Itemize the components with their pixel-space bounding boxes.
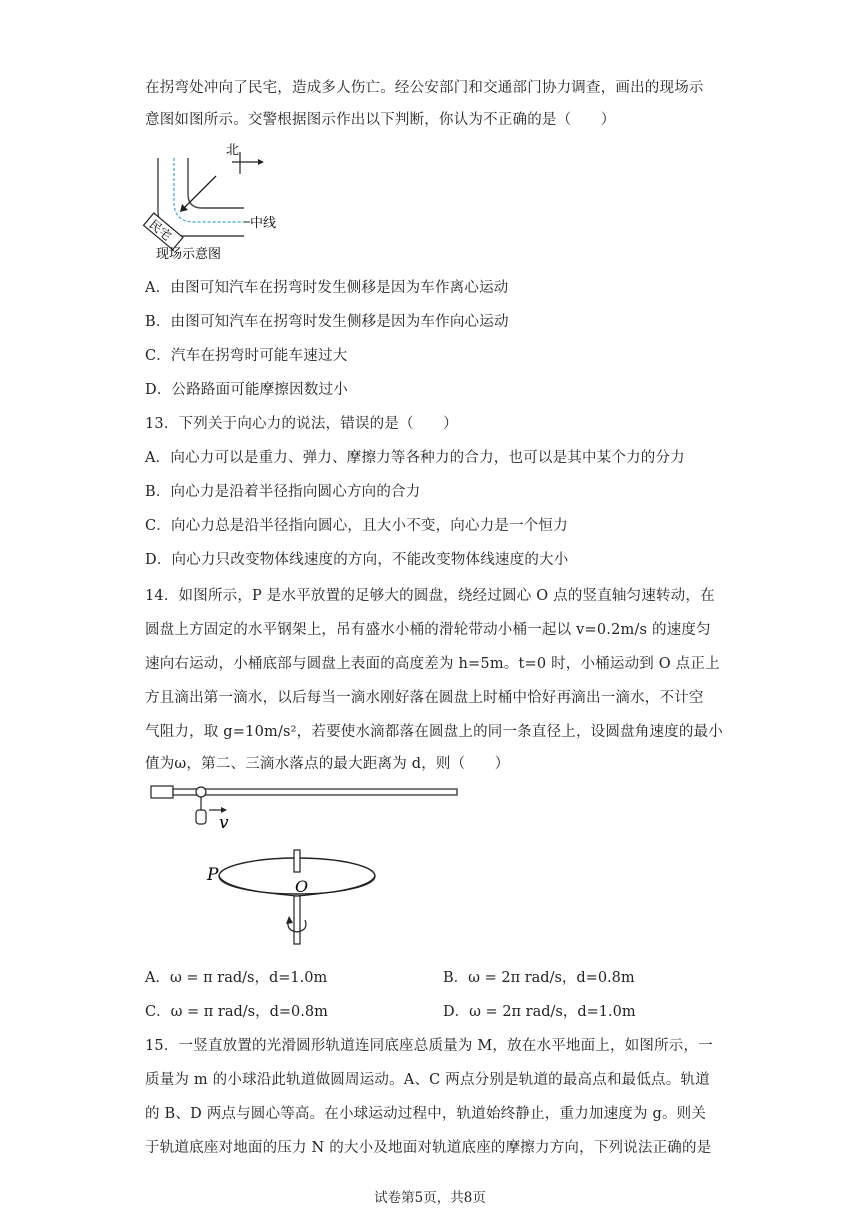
q13-option-b: B．向心力是沿着半径指向圆心方向的合力 [145,484,421,500]
p-label: P [207,865,219,885]
page-footer: 试卷第5页，共8页 [374,1190,486,1206]
q14-text-line-3: 速向右运动，小桶底部与圆盘上表面的高度差为 h=5m。t=0 时，小桶运动到 O 点正上 [145,656,720,672]
q15-text-line-2: 质量为 m 的小球沿此轨道做圆周运动。A、C 两点分别是轨道的最高点和最低点。轨道 [145,1072,710,1088]
centerline-label: 中线 [250,216,277,231]
q12-option-b: B．由图可知汽车在拐弯时发生侧移是因为车作向心运动 [145,314,509,330]
q12-option-c: C．汽车在拐弯时可能车速过大 [145,348,348,364]
house-label: 民宅 [146,217,174,244]
figure-caption: 现场示意图 [156,247,222,262]
q13-option-a: A．向心力可以是重力、弹力、摩擦力等各种力的合力，也可以是其中某个力的分力 [145,450,685,466]
q12-scene-figure [140,140,280,264]
q14-option-a: A．ω = π rad/s，d=1.0m [145,970,328,986]
north-label: 北 [226,143,240,158]
q15-text-line-1: 15．一竖直放置的光滑圆形轨道连同底座总质量为 M，放在水平地面上，如图所示，一 [145,1038,713,1054]
q14-option-d: D．ω = 2π rad/s，d=1.0m [443,1004,636,1020]
q13-stem: 13．下列关于向心力的说法，错误的是（ ） [145,416,458,432]
q12-option-a: A．由图可知汽车在拐弯时发生侧移是因为车作离心运动 [145,280,509,296]
q14-option-b: B．ω = 2π rad/s，d=0.8m [443,970,635,986]
q14-text-line-4: 方且滴出第一滴水，以后每当一滴水刚好落在圆盘上时桶中恰好再滴出一滴水，不计空 [145,690,704,706]
q12-option-d: D．公路路面可能摩擦因数过小 [145,382,348,398]
q14-text-line-1: 14．如图所示，P 是水平放置的足够大的圆盘，绕经过圆心 O 点的竖直轴匀速转动，在 [145,588,715,604]
v-label: v [219,813,229,833]
q13-option-c: C．向心力总是沿半径指向圆心，且大小不变，向心力是一个恒力 [145,518,568,534]
q12-text-line-1: 在拐弯处冲向了民宅，造成多人伤亡。经公安部门和交通部门协力调查，画出的现场示 [145,80,704,96]
q12-text-line-2: 意图如图所示。交警根据图示作出以下判断，你认为不正确的是（ ） [145,112,616,128]
o-label: O [295,877,309,896]
q14-text-line-6: 值为ω，第二、三滴水落点的最大距离为 d，则（ ） [145,756,510,772]
q14-option-c: C．ω = π rad/s，d=0.8m [145,1004,328,1020]
q15-text-line-3: 的 B、D 两点与圆心等高。在小球运动过程中，轨道始终静止，重力加速度为 g。则关 [145,1106,707,1122]
q14-text-line-5: 气阻力，取 g=10m/s²，若要使水滴都落在圆盘上的同一条直径上，设圆盘角速度的最小 [145,724,723,740]
q14-disc-figure [145,780,465,950]
q14-text-line-2: 圆盘上方固定的水平钢架上，吊有盛水小桶的滑轮带动小桶一起以 v=0.2m/s 的速度匀 [145,622,711,638]
q13-option-d: D．向心力只改变物体线速度的方向，不能改变物体线速度的大小 [145,552,569,568]
q15-text-line-4: 于轨道底座对地面的压力 N 的大小及地面对轨道底座的摩擦力方向，下列说法正确的是 [145,1140,712,1156]
